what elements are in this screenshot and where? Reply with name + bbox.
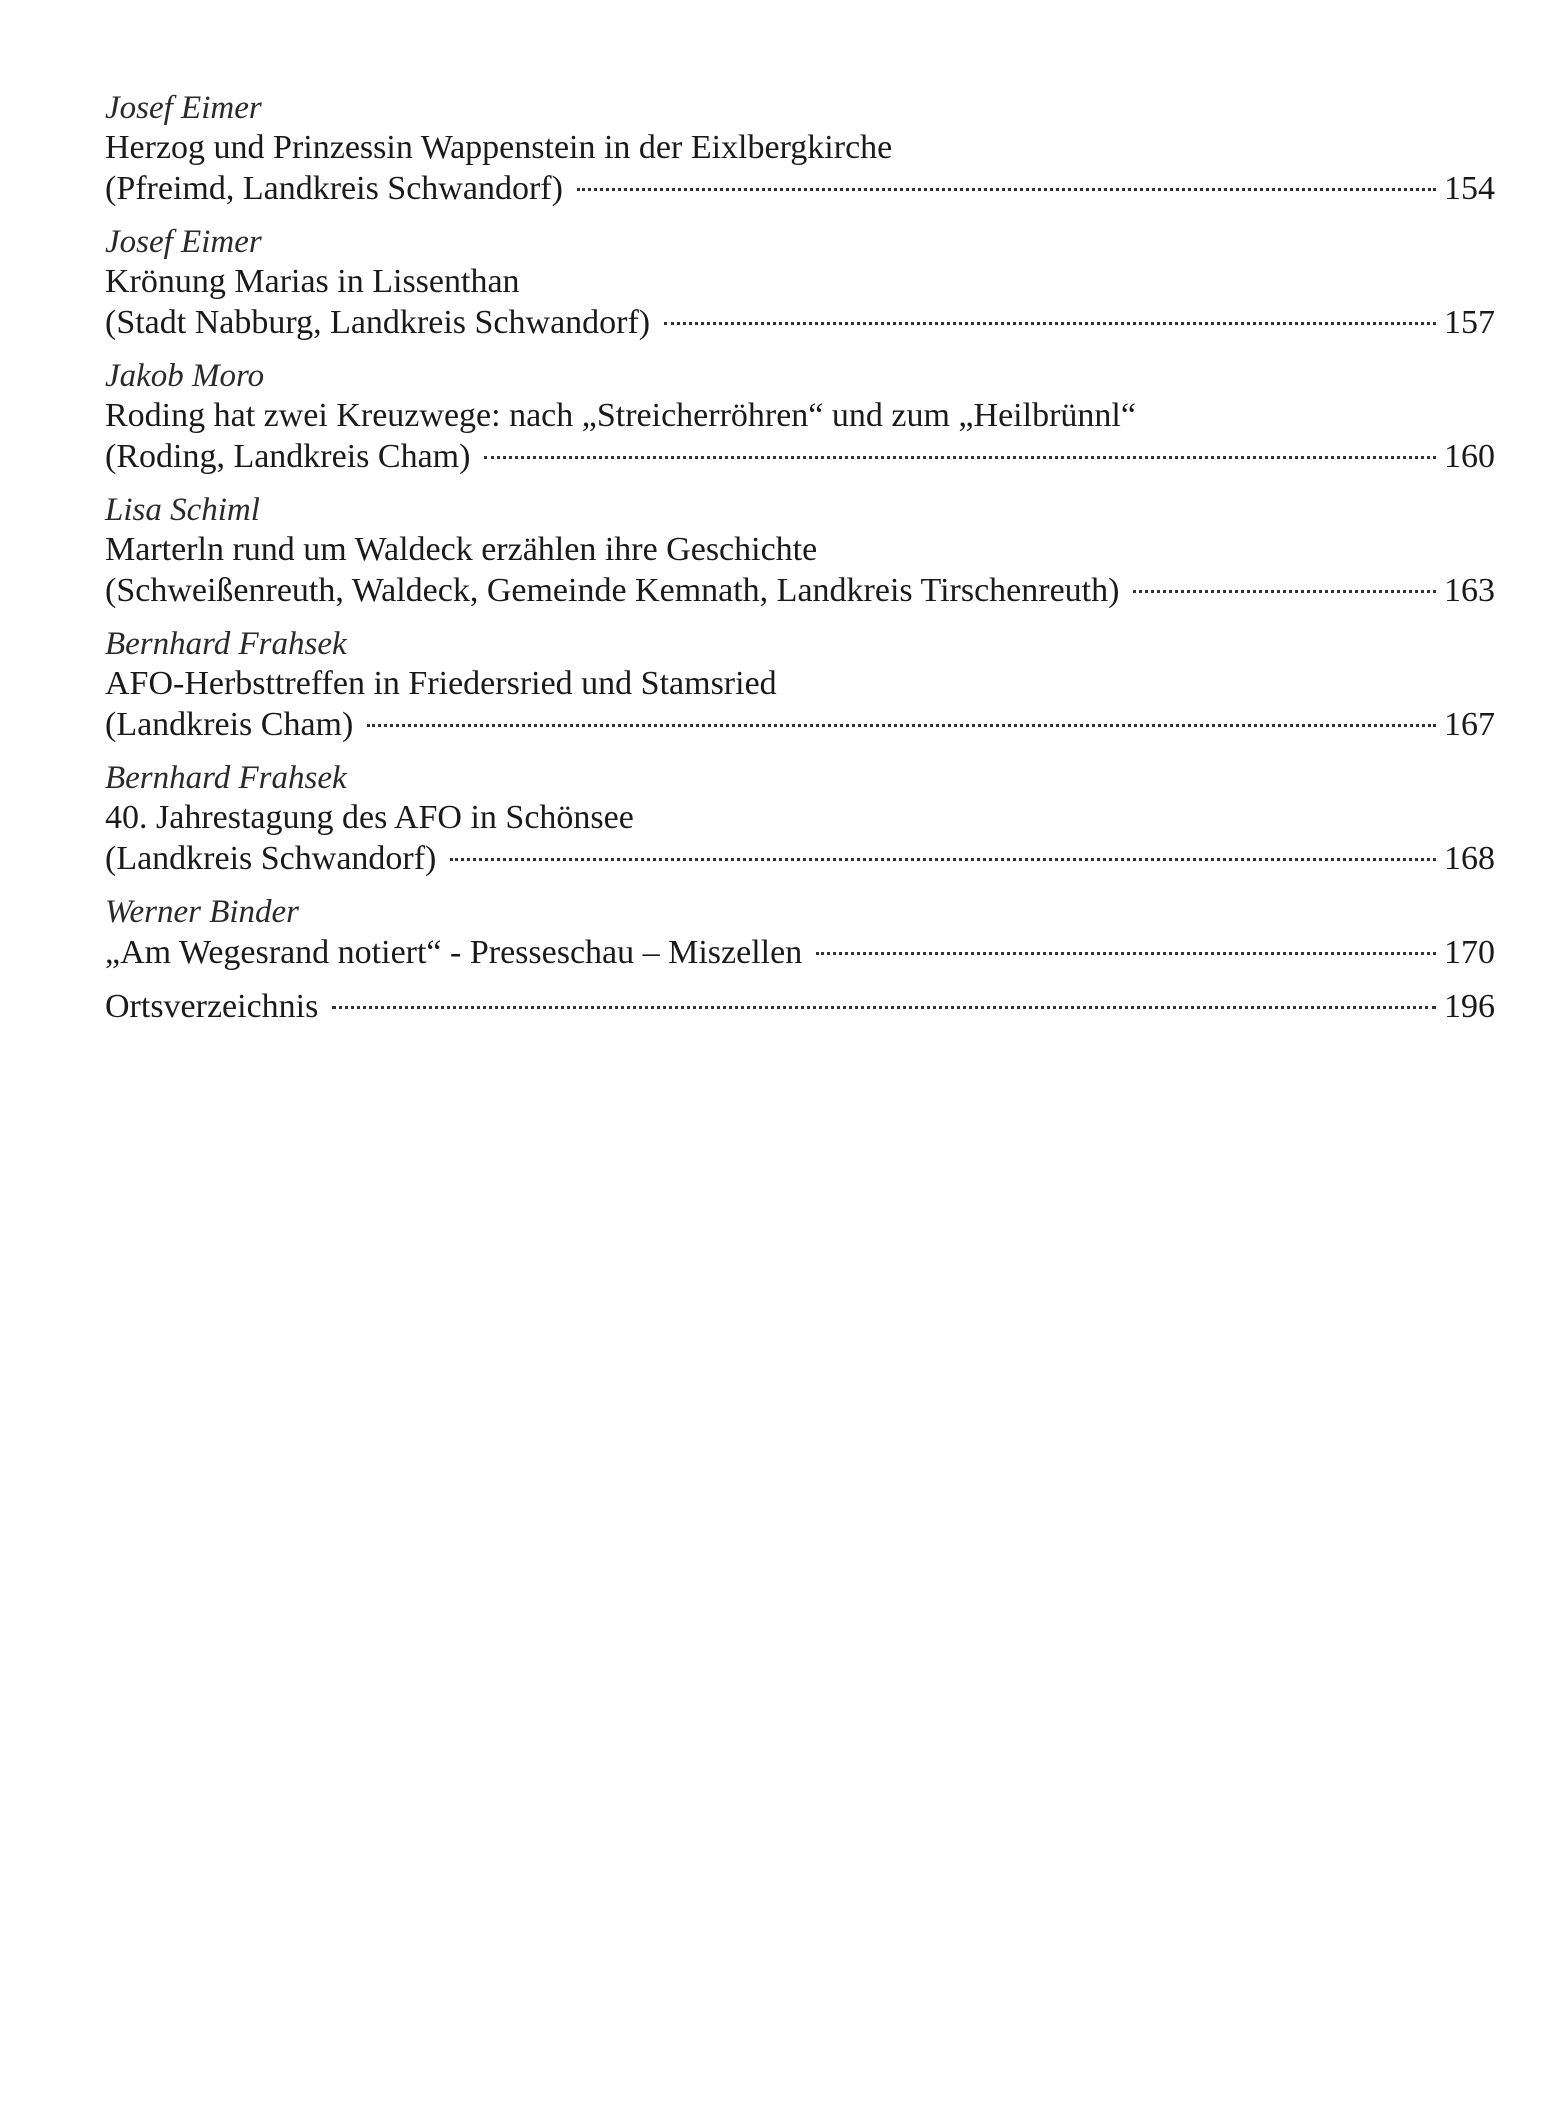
entry-title: Marterln rund um Waldeck erzählen ihre Geschichte <box>105 531 818 568</box>
dot-leader <box>367 724 1436 727</box>
toc-entry <box>105 624 1495 746</box>
entry-subtitle: Ortsverzeichnis <box>105 988 319 1025</box>
entry-subtitle: (Landkreis Cham) <box>105 706 354 743</box>
dot-leader <box>450 858 1436 861</box>
entry-last-line <box>105 932 1495 974</box>
entry-title: Herzog und Prinzessin Wappenstein in der Eixlbergkirche <box>105 129 893 166</box>
entry-page-number: 196 <box>1444 988 1495 1025</box>
entry-last-line <box>105 570 1495 612</box>
entry-subtitle: (Pfreimd, Landkreis Schwandorf) <box>105 170 563 207</box>
entry-page-number: 167 <box>1444 706 1495 743</box>
table-of-contents <box>105 88 1495 1040</box>
entry-subtitle: (Roding, Landkreis Cham) <box>105 438 471 475</box>
entry-author: Lisa Schiml <box>105 492 260 528</box>
entry-subtitle: (Schweißenreuth, Waldeck, Gemeinde Kemnath, Landkreis Tirschenreuth) <box>105 572 1120 609</box>
entry-last-line <box>105 168 1495 210</box>
entry-last-line <box>105 986 1495 1028</box>
toc-entry <box>105 892 1495 974</box>
entry-author: Werner Binder <box>105 894 300 930</box>
dot-leader <box>332 1006 1436 1009</box>
entry-subtitle: „Am Wegesrand notiert“ - Presseschau – Miszellen <box>105 934 803 971</box>
toc-entry <box>105 490 1495 612</box>
entry-title: AFO-Herbsttreffen in Friedersried und Stamsried <box>105 665 777 702</box>
entry-title: 40. Jahrestagung des AFO in Schönsee <box>105 799 634 836</box>
entry-author: Bernhard Frahsek <box>105 760 347 796</box>
dot-leader <box>577 188 1436 191</box>
entry-page-number: 160 <box>1444 438 1495 475</box>
toc-entry <box>105 986 1495 1028</box>
entry-last-line <box>105 436 1495 478</box>
toc-entry <box>105 356 1495 478</box>
entry-page-number: 168 <box>1444 840 1495 877</box>
toc-entry <box>105 758 1495 880</box>
entry-page-number: 163 <box>1444 572 1495 609</box>
entry-page-number: 154 <box>1444 170 1495 207</box>
entry-page-number: 170 <box>1444 934 1495 971</box>
entry-title: Roding hat zwei Kreuzwege: nach „Streicherröhren“ und zum „Heilbrünnl“ <box>105 397 1136 434</box>
toc-entry <box>105 222 1495 344</box>
entry-last-line <box>105 704 1495 746</box>
dot-leader <box>1133 590 1436 593</box>
entry-author: Josef Eimer <box>105 224 262 260</box>
entry-author: Jakob Moro <box>105 358 265 394</box>
entry-author: Bernhard Frahsek <box>105 626 347 662</box>
toc-entry <box>105 88 1495 210</box>
entry-author: Josef Eimer <box>105 90 262 126</box>
entry-subtitle: (Stadt Nabburg, Landkreis Schwandorf) <box>105 304 651 341</box>
entry-title: Krönung Marias in Lissenthan <box>105 263 520 300</box>
entry-last-line <box>105 838 1495 880</box>
dot-leader <box>484 456 1436 459</box>
entry-subtitle: (Landkreis Schwandorf) <box>105 840 437 877</box>
entry-last-line <box>105 302 1495 344</box>
dot-leader <box>816 952 1436 955</box>
entry-page-number: 157 <box>1444 304 1495 341</box>
dot-leader <box>664 322 1436 325</box>
